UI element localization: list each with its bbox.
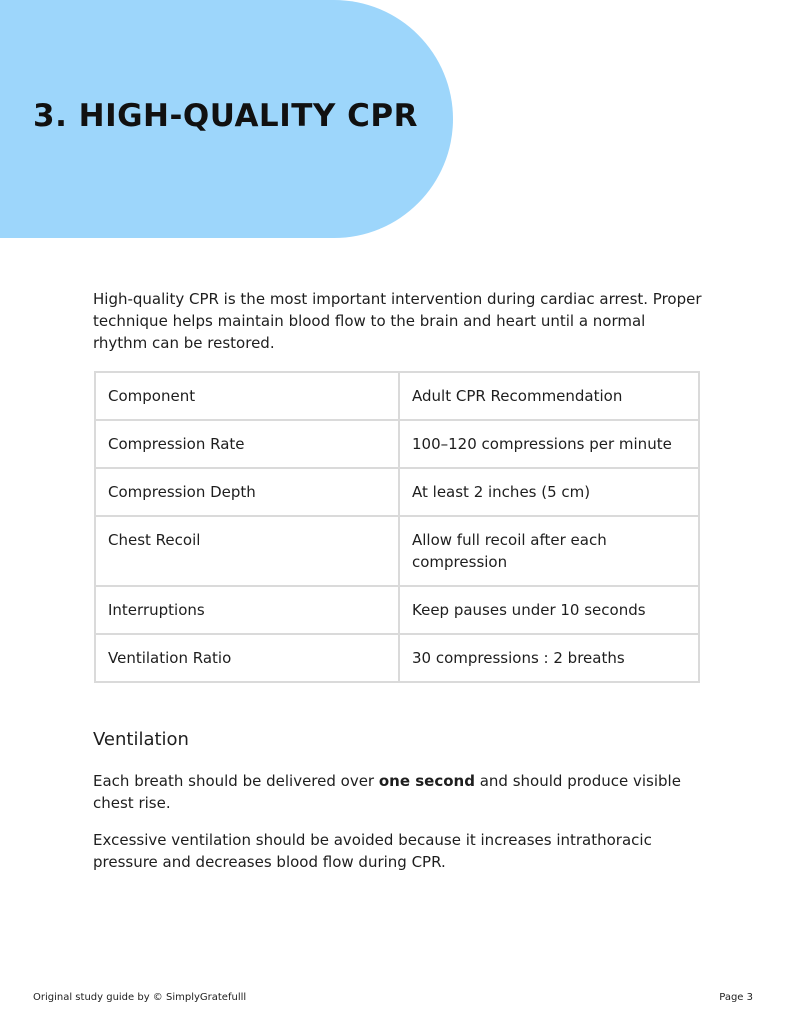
table-cell: Compression Depth — [95, 468, 399, 516]
table-header-cell: Component — [95, 372, 399, 420]
intro-paragraph: High-quality CPR is the most important intervention during cardiac arrest. Proper technique helps maintain blood flow to the brain and heart until a normal rhythm can be restored. — [93, 290, 702, 352]
cpr-table — [94, 371, 700, 683]
page-number: Page 3 — [719, 992, 753, 1003]
footer-credit: Original study guide by © SimplyGratefulll — [33, 992, 247, 1003]
table-cell: At least 2 inches (5 cm) — [399, 468, 699, 516]
table-cell: Interruptions — [95, 586, 399, 634]
ventilation-paragraph-1 — [93, 770, 708, 814]
table-cell: 100–120 compressions per minute — [399, 420, 699, 468]
table-row — [95, 634, 699, 682]
table-header-cell: Adult CPR Recommendation — [399, 372, 699, 420]
table-cell: Compression Rate — [95, 420, 399, 468]
table-cell: Allow full recoil after each compression — [399, 516, 699, 586]
table-cell: Chest Recoil — [95, 516, 399, 586]
ventilation-heading: Ventilation — [93, 729, 189, 750]
table-row — [95, 420, 699, 468]
ventilation-emphasis: one second — [378, 772, 475, 790]
table-header-row — [95, 372, 699, 420]
ventilation-text: and should produce visible chest rise. — [93, 772, 681, 812]
table-row — [95, 586, 699, 634]
table-cell: Ventilation Ratio — [95, 634, 399, 682]
table-cell: Keep pauses under 10 seconds — [399, 586, 699, 634]
ventilation-text: Each breath should be delivered over — [93, 772, 379, 790]
table-row — [95, 516, 699, 586]
ventilation-paragraph-2: Excessive ventilation should be avoided because it increases intrathoracic pressure and decreases blood flow during CPR. — [93, 831, 652, 871]
table-cell: 30 compressions : 2 breaths — [399, 634, 699, 682]
page-title: 3. HIGH-QUALITY CPR — [33, 98, 418, 134]
table-row — [95, 468, 699, 516]
